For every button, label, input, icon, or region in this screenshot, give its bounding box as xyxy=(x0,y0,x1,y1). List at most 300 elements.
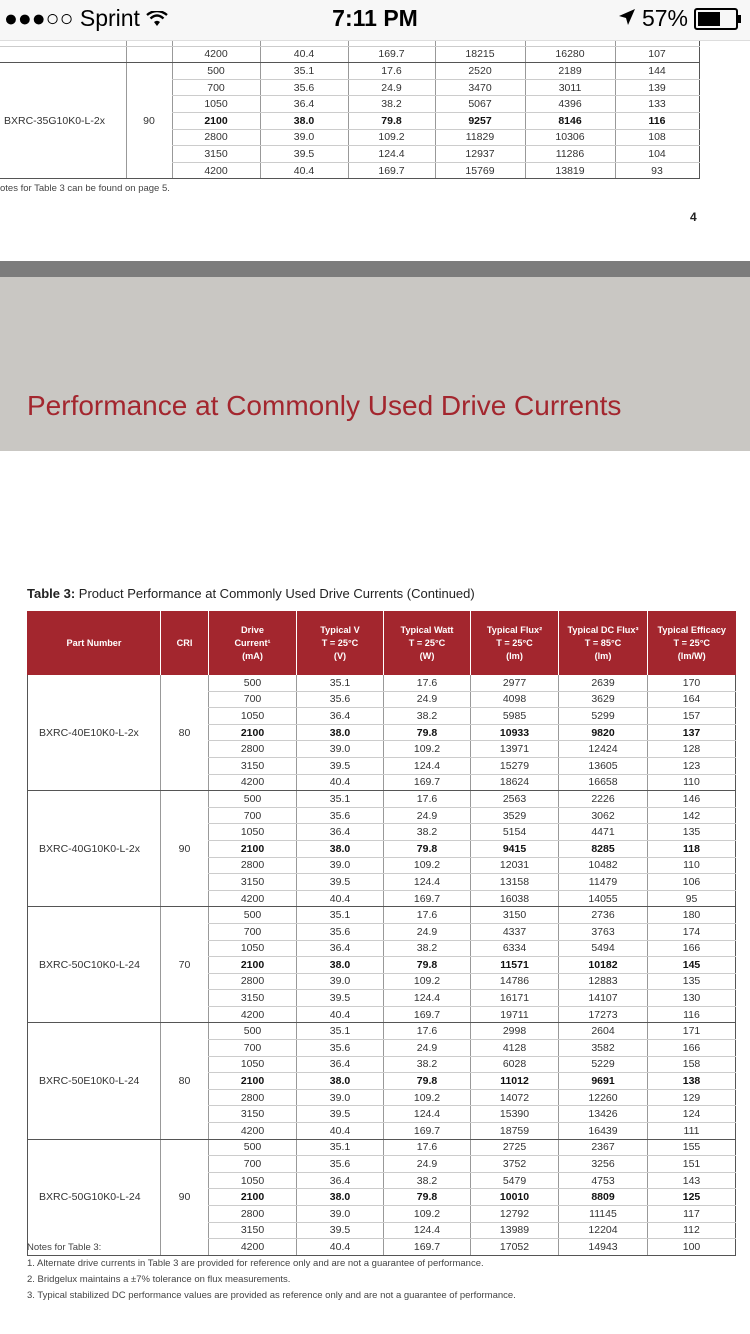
drive-current-cell: 3150 xyxy=(209,874,297,891)
dc-flux-cell: 13819 xyxy=(525,162,615,179)
header-line: T = 25°C xyxy=(408,637,446,648)
page-number: 4 xyxy=(690,210,697,224)
header-typical-dc-flux xyxy=(559,611,648,675)
header-line: Current¹ xyxy=(234,637,271,648)
drive-current-cell: 500 xyxy=(209,675,297,691)
watt-cell: 38.2 xyxy=(384,824,471,841)
efficacy-cell: 116 xyxy=(615,112,699,129)
flux-cell: 5985 xyxy=(471,708,559,725)
dc-flux-cell: 3062 xyxy=(559,807,648,824)
drive-current-cell: 700 xyxy=(209,691,297,708)
watt-cell: 169.7 xyxy=(348,162,435,179)
efficacy-cell: 151 xyxy=(648,1156,736,1173)
header-line: Part Number xyxy=(66,637,122,648)
watt-cell: 79.8 xyxy=(384,724,471,741)
dc-flux-cell: 5494 xyxy=(559,940,648,957)
flux-cell: 14786 xyxy=(471,973,559,990)
efficacy-cell: 180 xyxy=(648,907,736,924)
header-line: Typical Watt xyxy=(400,624,454,635)
watt-cell: 24.9 xyxy=(348,79,435,96)
dc-flux-cell: 2639 xyxy=(559,675,648,691)
flux-cell: 9257 xyxy=(435,112,525,129)
voltage-cell: 35.6 xyxy=(260,79,348,96)
watt-cell: 17.6 xyxy=(384,1139,471,1156)
drive-current-cell: 4200 xyxy=(209,890,297,907)
dc-flux-cell: 12883 xyxy=(559,973,648,990)
status-bar xyxy=(0,0,750,41)
efficacy-cell: 174 xyxy=(648,923,736,940)
drive-current-cell: 700 xyxy=(209,807,297,824)
flux-cell: 2977 xyxy=(471,675,559,691)
efficacy-cell: 155 xyxy=(648,1139,736,1156)
flux-cell: 10933 xyxy=(471,724,559,741)
dc-flux-cell: 13426 xyxy=(559,1106,648,1123)
voltage-cell: 36.4 xyxy=(260,96,348,113)
drive-current-cell: 1050 xyxy=(172,96,260,113)
efficacy-cell: 157 xyxy=(648,708,736,725)
watt-cell: 38.2 xyxy=(384,708,471,725)
dc-flux-cell: 2736 xyxy=(559,907,648,924)
voltage-cell: 38.0 xyxy=(297,840,384,857)
efficacy-cell: 138 xyxy=(648,1073,736,1090)
efficacy-cell: 124 xyxy=(648,1106,736,1123)
efficacy-cell: 93 xyxy=(615,162,699,179)
watt-cell: 79.8 xyxy=(384,957,471,974)
watt-cell: 24.9 xyxy=(384,923,471,940)
flux-cell: 14072 xyxy=(471,1089,559,1106)
battery-icon xyxy=(694,8,738,30)
header-part-number xyxy=(28,611,161,675)
efficacy-cell: 110 xyxy=(648,774,736,791)
dc-flux-cell: 4753 xyxy=(559,1172,648,1189)
cri-cell: 80 xyxy=(161,675,209,791)
dc-flux-cell: 3256 xyxy=(559,1156,648,1173)
table-row xyxy=(28,791,736,808)
flux-cell: 4128 xyxy=(471,1040,559,1057)
drive-current-cell: 1050 xyxy=(209,940,297,957)
table-row xyxy=(28,907,736,924)
cri-cell: 90 xyxy=(126,63,172,179)
voltage-cell: 38.0 xyxy=(297,1073,384,1090)
watt-cell: 124.4 xyxy=(348,146,435,163)
empty-cell xyxy=(0,46,126,63)
flux-cell: 18624 xyxy=(471,774,559,791)
dc-flux-cell: 3763 xyxy=(559,923,648,940)
dc-flux-cell: 14107 xyxy=(559,990,648,1007)
cri-cell: 80 xyxy=(161,1023,209,1139)
drive-current-cell: 500 xyxy=(172,63,260,80)
drive-current-cell: 1050 xyxy=(209,1172,297,1189)
voltage-cell: 39.0 xyxy=(297,1089,384,1106)
flux-cell: 5154 xyxy=(471,824,559,841)
flux-cell: 17052 xyxy=(471,1239,559,1256)
flux-cell: 2563 xyxy=(471,791,559,808)
watt-cell: 17.6 xyxy=(348,63,435,80)
voltage-cell: 39.5 xyxy=(297,1106,384,1123)
watt-cell: 109.2 xyxy=(348,129,435,146)
watt-cell: 17.6 xyxy=(384,907,471,924)
flux-cell: 2725 xyxy=(471,1139,559,1156)
flux-cell: 12937 xyxy=(435,146,525,163)
efficacy-cell: 145 xyxy=(648,957,736,974)
header-line: Typical Efficacy xyxy=(657,624,727,635)
dc-flux-cell: 16280 xyxy=(525,46,615,63)
drive-current-cell: 700 xyxy=(172,79,260,96)
header-line: Drive xyxy=(241,624,264,635)
drive-current-cell: 1050 xyxy=(209,708,297,725)
drive-current-cell: 4200 xyxy=(209,1123,297,1140)
dc-flux-cell: 14943 xyxy=(559,1239,648,1256)
efficacy-cell: 116 xyxy=(648,1006,736,1023)
voltage-cell: 35.6 xyxy=(297,807,384,824)
efficacy-cell: 143 xyxy=(648,1172,736,1189)
watt-cell: 17.6 xyxy=(384,791,471,808)
header-line: (lm) xyxy=(506,650,523,661)
efficacy-cell: 133 xyxy=(615,96,699,113)
drive-current-cell: 700 xyxy=(209,1040,297,1057)
dc-flux-cell: 2189 xyxy=(525,63,615,80)
drive-current-cell: 500 xyxy=(209,1139,297,1156)
watt-cell: 124.4 xyxy=(384,1222,471,1239)
dc-flux-cell: 12204 xyxy=(559,1222,648,1239)
drive-current-cell: 2100 xyxy=(209,957,297,974)
flux-cell: 12031 xyxy=(471,857,559,874)
voltage-cell: 39.0 xyxy=(297,1206,384,1223)
page-break-band xyxy=(0,261,750,277)
efficacy-cell: 118 xyxy=(648,840,736,857)
watt-cell: 169.7 xyxy=(384,890,471,907)
flux-cell: 2998 xyxy=(471,1023,559,1040)
header-line: (W) xyxy=(419,650,435,661)
flux-cell: 4098 xyxy=(471,691,559,708)
drive-current-cell: 500 xyxy=(209,1023,297,1040)
cri-cell: 90 xyxy=(161,791,209,907)
dc-flux-cell: 14055 xyxy=(559,890,648,907)
watt-cell: 124.4 xyxy=(384,990,471,1007)
flux-cell: 6028 xyxy=(471,1056,559,1073)
voltage-cell: 39.5 xyxy=(297,874,384,891)
flux-cell: 9415 xyxy=(471,840,559,857)
dc-flux-cell: 16439 xyxy=(559,1123,648,1140)
drive-current-cell: 2100 xyxy=(209,724,297,741)
header-line: T = 85°C xyxy=(584,637,622,648)
dc-flux-cell: 12424 xyxy=(559,741,648,758)
drive-current-cell: 2800 xyxy=(209,1089,297,1106)
note-1: 1. Alternate drive currents in Table 3 are provided for reference only and are not a guarantee of performance. xyxy=(27,1258,484,1269)
notes-title: Notes for Table 3: xyxy=(27,1242,102,1253)
part-number-cell: BXRC-40E10K0-L-2x xyxy=(28,675,161,791)
flux-cell: 13971 xyxy=(471,741,559,758)
efficacy-cell: 104 xyxy=(615,146,699,163)
flux-cell: 11829 xyxy=(435,129,525,146)
voltage-cell: 36.4 xyxy=(297,1056,384,1073)
flux-cell: 6334 xyxy=(471,940,559,957)
dc-flux-cell: 10182 xyxy=(559,957,648,974)
drive-current-cell: 2800 xyxy=(209,1206,297,1223)
efficacy-cell: 108 xyxy=(615,129,699,146)
watt-cell: 17.6 xyxy=(384,1023,471,1040)
voltage-cell: 35.1 xyxy=(260,63,348,80)
watt-cell: 109.2 xyxy=(384,973,471,990)
dc-flux-cell: 9820 xyxy=(559,724,648,741)
flux-cell: 18215 xyxy=(435,46,525,63)
flux-cell: 13158 xyxy=(471,874,559,891)
header-cri xyxy=(161,611,209,675)
voltage-cell: 36.4 xyxy=(297,708,384,725)
section-header-band xyxy=(0,277,750,451)
table-row xyxy=(28,1023,736,1040)
part-number-cell: BXRC-40G10K0-L-2x xyxy=(28,791,161,907)
voltage-cell: 40.4 xyxy=(297,1239,384,1256)
voltage-cell: 35.1 xyxy=(297,907,384,924)
previous-page-table-fragment xyxy=(0,30,700,179)
watt-cell: 38.2 xyxy=(348,96,435,113)
table-row xyxy=(0,46,699,63)
watt-cell: 38.2 xyxy=(384,1172,471,1189)
drive-current-cell: 2100 xyxy=(209,1189,297,1206)
flux-cell: 19711 xyxy=(471,1006,559,1023)
cri-cell: 90 xyxy=(161,1139,209,1255)
watt-cell: 124.4 xyxy=(384,1106,471,1123)
watt-cell: 109.2 xyxy=(384,857,471,874)
voltage-cell: 39.5 xyxy=(297,990,384,1007)
efficacy-cell: 139 xyxy=(615,79,699,96)
dc-flux-cell: 8809 xyxy=(559,1189,648,1206)
flux-cell: 3150 xyxy=(471,907,559,924)
watt-cell: 38.2 xyxy=(384,940,471,957)
flux-cell: 15769 xyxy=(435,162,525,179)
dc-flux-cell: 9691 xyxy=(559,1073,648,1090)
flux-cell: 3752 xyxy=(471,1156,559,1173)
flux-cell: 11571 xyxy=(471,957,559,974)
drive-current-cell: 4200 xyxy=(209,1239,297,1256)
clock: 7:11 PM xyxy=(332,5,418,31)
voltage-cell: 38.0 xyxy=(297,1189,384,1206)
flux-cell: 5479 xyxy=(471,1172,559,1189)
drive-current-cell: 1050 xyxy=(209,1056,297,1073)
drive-current-cell: 2800 xyxy=(209,973,297,990)
drive-current-cell: 3150 xyxy=(172,146,260,163)
watt-cell: 124.4 xyxy=(384,874,471,891)
watt-cell: 24.9 xyxy=(384,1156,471,1173)
efficacy-cell: 170 xyxy=(648,675,736,691)
efficacy-cell: 166 xyxy=(648,940,736,957)
drive-current-cell: 4200 xyxy=(172,162,260,179)
flux-cell: 18759 xyxy=(471,1123,559,1140)
voltage-cell: 40.4 xyxy=(297,890,384,907)
header-line: CRI xyxy=(176,637,193,648)
drive-current-cell: 3150 xyxy=(209,1222,297,1239)
voltage-cell: 35.1 xyxy=(297,1023,384,1040)
efficacy-cell: 107 xyxy=(615,46,699,63)
efficacy-cell: 144 xyxy=(615,63,699,80)
voltage-cell: 35.6 xyxy=(297,1040,384,1057)
header-typical-flux xyxy=(471,611,559,675)
watt-cell: 79.8 xyxy=(348,112,435,129)
dc-flux-cell: 13605 xyxy=(559,757,648,774)
status-right xyxy=(618,5,738,32)
header-line: (lm) xyxy=(594,650,612,661)
dc-flux-cell: 2226 xyxy=(559,791,648,808)
watt-cell: 109.2 xyxy=(384,1206,471,1223)
dc-flux-cell: 16658 xyxy=(559,774,648,791)
watt-cell: 169.7 xyxy=(384,1006,471,1023)
watt-cell: 24.9 xyxy=(384,691,471,708)
drive-current-cell: 3150 xyxy=(209,757,297,774)
header-typical-voltage xyxy=(297,611,384,675)
drive-current-cell: 2100 xyxy=(172,112,260,129)
voltage-cell: 36.4 xyxy=(297,940,384,957)
watt-cell: 169.7 xyxy=(348,46,435,63)
table-caption: Table 3: Product Performance at Commonly Used Drive Currents (Continued) xyxy=(27,586,475,601)
efficacy-cell: 112 xyxy=(648,1222,736,1239)
efficacy-cell: 128 xyxy=(648,741,736,758)
voltage-cell: 39.0 xyxy=(297,741,384,758)
dc-flux-cell: 5229 xyxy=(559,1056,648,1073)
drive-current-cell: 4200 xyxy=(209,1006,297,1023)
part-number-cell: BXRC-35G10K0-L-2x xyxy=(0,63,126,179)
voltage-cell: 36.4 xyxy=(297,824,384,841)
flux-cell: 3529 xyxy=(471,807,559,824)
efficacy-cell: 164 xyxy=(648,691,736,708)
flux-cell: 4337 xyxy=(471,923,559,940)
dc-flux-cell: 11286 xyxy=(525,146,615,163)
efficacy-cell: 129 xyxy=(648,1089,736,1106)
cri-cell: 70 xyxy=(161,907,209,1023)
watt-cell: 109.2 xyxy=(384,741,471,758)
header-line: T = 25°C xyxy=(321,637,359,648)
header-line: T = 25°C xyxy=(673,637,710,648)
note-3: 3. Typical stabilized DC performance values are provided as reference only and are not a guarantee of performance. xyxy=(27,1290,516,1301)
efficacy-cell: 130 xyxy=(648,990,736,1007)
efficacy-cell: 110 xyxy=(648,857,736,874)
efficacy-cell: 111 xyxy=(648,1123,736,1140)
drive-current-cell: 500 xyxy=(209,791,297,808)
watt-cell: 24.9 xyxy=(384,807,471,824)
dc-flux-cell: 4396 xyxy=(525,96,615,113)
header-typical-efficacy xyxy=(648,611,736,675)
header-line: (lm/W) xyxy=(677,650,706,661)
voltage-cell: 36.4 xyxy=(297,1172,384,1189)
header-line: Typical Flux² xyxy=(486,624,543,635)
voltage-cell: 35.6 xyxy=(297,691,384,708)
voltage-cell: 38.0 xyxy=(297,957,384,974)
header-drive-current xyxy=(209,611,297,675)
efficacy-cell: 137 xyxy=(648,724,736,741)
voltage-cell: 35.1 xyxy=(297,675,384,691)
efficacy-cell: 135 xyxy=(648,973,736,990)
table-row xyxy=(28,675,736,691)
flux-cell: 13989 xyxy=(471,1222,559,1239)
efficacy-cell: 125 xyxy=(648,1189,736,1206)
drive-current-cell: 4200 xyxy=(209,774,297,791)
voltage-cell: 35.1 xyxy=(297,791,384,808)
efficacy-cell: 135 xyxy=(648,824,736,841)
dc-flux-cell: 11145 xyxy=(559,1206,648,1223)
watt-cell: 109.2 xyxy=(384,1089,471,1106)
voltage-cell: 35.6 xyxy=(297,1156,384,1173)
efficacy-cell: 100 xyxy=(648,1239,736,1256)
voltage-cell: 38.0 xyxy=(260,112,348,129)
efficacy-cell: 95 xyxy=(648,890,736,907)
dc-flux-cell: 11479 xyxy=(559,874,648,891)
dc-flux-cell: 3629 xyxy=(559,691,648,708)
dc-flux-cell: 3582 xyxy=(559,1040,648,1057)
header-line: (mA) xyxy=(242,650,263,661)
performance-table xyxy=(27,611,736,1256)
voltage-cell: 39.0 xyxy=(260,129,348,146)
efficacy-cell: 166 xyxy=(648,1040,736,1057)
table-row xyxy=(28,1139,736,1156)
drive-current-cell: 2100 xyxy=(209,1073,297,1090)
drive-current-cell: 700 xyxy=(209,1156,297,1173)
dc-flux-cell: 17273 xyxy=(559,1006,648,1023)
efficacy-cell: 123 xyxy=(648,757,736,774)
watt-cell: 38.2 xyxy=(384,1056,471,1073)
header-line: Typical V xyxy=(320,624,360,635)
battery-percent: 57% xyxy=(641,5,688,31)
dc-flux-cell: 8146 xyxy=(525,112,615,129)
watt-cell: 17.6 xyxy=(384,675,471,691)
drive-current-cell: 3150 xyxy=(209,990,297,1007)
flux-cell: 11012 xyxy=(471,1073,559,1090)
drive-current-cell: 2100 xyxy=(209,840,297,857)
table-notes xyxy=(27,1240,516,1304)
dc-flux-cell: 10482 xyxy=(559,857,648,874)
flux-cell: 2520 xyxy=(435,63,525,80)
part-number-cell: BXRC-50E10K0-L-24 xyxy=(28,1023,161,1139)
flux-cell: 16171 xyxy=(471,990,559,1007)
section-title: Performance at Commonly Used Drive Currents xyxy=(27,390,622,421)
dc-flux-cell: 3011 xyxy=(525,79,615,96)
flux-cell: 16038 xyxy=(471,890,559,907)
voltage-cell: 39.5 xyxy=(297,1222,384,1239)
flux-cell: 15279 xyxy=(471,757,559,774)
efficacy-cell: 146 xyxy=(648,791,736,808)
watt-cell: 169.7 xyxy=(384,774,471,791)
dc-flux-cell: 4471 xyxy=(559,824,648,841)
drive-current-cell: 3150 xyxy=(209,1106,297,1123)
previous-page-notes: otes for Table 3 can be found on page 5. xyxy=(0,183,170,194)
voltage-cell: 39.0 xyxy=(297,973,384,990)
watt-cell: 79.8 xyxy=(384,1073,471,1090)
dc-flux-cell: 8285 xyxy=(559,840,648,857)
header-typical-watt xyxy=(384,611,471,675)
voltage-cell: 40.4 xyxy=(260,162,348,179)
watt-cell: 79.8 xyxy=(384,840,471,857)
carrier-signal: ●●●○○ Sprint xyxy=(4,5,168,32)
watt-cell: 169.7 xyxy=(384,1239,471,1256)
empty-cell xyxy=(126,46,172,63)
drive-current-cell: 700 xyxy=(209,923,297,940)
voltage-cell: 35.6 xyxy=(297,923,384,940)
voltage-cell: 39.5 xyxy=(260,146,348,163)
efficacy-cell: 158 xyxy=(648,1056,736,1073)
drive-current-cell: 4200 xyxy=(172,46,260,63)
voltage-cell: 40.4 xyxy=(260,46,348,63)
watt-cell: 79.8 xyxy=(384,1189,471,1206)
voltage-cell: 39.5 xyxy=(297,757,384,774)
watt-cell: 169.7 xyxy=(384,1123,471,1140)
drive-current-cell: 1050 xyxy=(209,824,297,841)
efficacy-cell: 106 xyxy=(648,874,736,891)
dc-flux-cell: 2604 xyxy=(559,1023,648,1040)
efficacy-cell: 171 xyxy=(648,1023,736,1040)
efficacy-cell: 142 xyxy=(648,807,736,824)
note-2: 2. Bridgelux maintains a ±7% tolerance on flux measurements. xyxy=(27,1274,291,1285)
drive-current-cell: 2800 xyxy=(172,129,260,146)
header-line: Typical DC Flux³ xyxy=(567,624,639,635)
